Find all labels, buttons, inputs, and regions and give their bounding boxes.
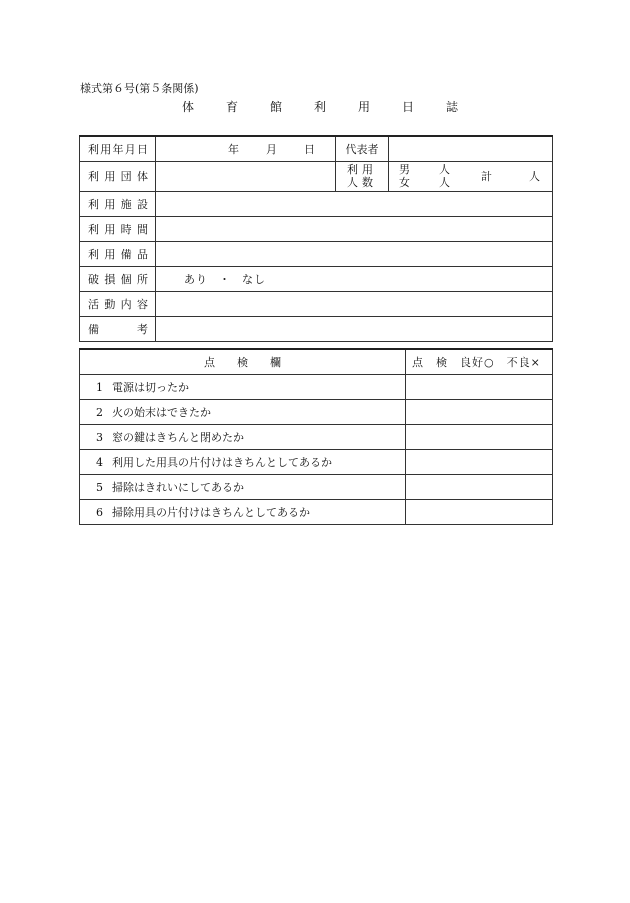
date-row [80, 136, 553, 161]
female-unit: 人 [439, 176, 450, 189]
time-field[interactable] [156, 216, 553, 241]
inspection-item [80, 424, 406, 449]
inspection-row [80, 399, 553, 424]
inspection-item [80, 374, 406, 399]
date-label: 利用年月日 [80, 136, 156, 161]
representative-label: 代表者 [336, 136, 389, 161]
inspection-item [80, 399, 406, 424]
time-row [80, 216, 553, 241]
activity-row [80, 291, 553, 316]
remarks-row [80, 316, 553, 341]
count-label [336, 161, 389, 191]
inspection-item-number: 4 [96, 455, 103, 469]
inspection-item-text: 掃除はきれいにしてあるか [112, 480, 244, 494]
equipment-label: 利用備品 [80, 241, 156, 266]
damage-field[interactable] [156, 266, 553, 291]
facility-row [80, 191, 553, 216]
group-field[interactable] [156, 161, 336, 191]
total-label: 計 [481, 169, 492, 183]
inspection-item-number: 5 [96, 480, 103, 494]
inspection-item-text: 掃除用具の片付けはきちんとしてあるか [112, 505, 310, 519]
facility-field[interactable] [156, 191, 553, 216]
damage-separator: ・ [219, 272, 231, 286]
inspection-item [80, 449, 406, 474]
damage-no-option[interactable]: なし [242, 272, 266, 286]
total-count [481, 170, 540, 183]
document-title: 体 育 館 利 用 日 誌 [181, 100, 468, 114]
damage-yes-option[interactable]: あり [184, 272, 208, 286]
inspection-item [80, 474, 406, 499]
inspection-item-text: 窓の鍵はきちんと閉めたか [112, 430, 244, 444]
count-field[interactable] [389, 161, 553, 191]
inspection-row [80, 424, 553, 449]
inspection-items [80, 374, 553, 524]
inspection-item-text: 電源は切ったか [112, 380, 189, 394]
inspection-item-text: 火の始末はできたか [112, 405, 211, 419]
male-unit: 人 [439, 163, 450, 176]
group-row [80, 161, 553, 191]
inspection-result-cell[interactable] [406, 374, 553, 399]
inspection-header-result: 点 検 良好○ 不良× [406, 349, 553, 374]
inspection-row [80, 374, 553, 399]
inspection-item-number: 3 [96, 430, 103, 444]
time-label: 利用時間 [80, 216, 156, 241]
remarks-field[interactable] [156, 316, 553, 341]
inspection-table [79, 348, 553, 525]
group-label: 利用団体 [80, 161, 156, 191]
activity-field[interactable] [156, 291, 553, 316]
inspection-header-row [80, 349, 553, 374]
inspection-item-text: 利用した用具の片付けはきちんとしてあるか [112, 455, 332, 469]
inspection-row [80, 474, 553, 499]
inspection-result-cell[interactable] [406, 424, 553, 449]
count-label-line2: 人数 [347, 176, 377, 189]
activity-label: 活動内容 [80, 291, 156, 316]
inspection-result-cell[interactable] [406, 499, 553, 524]
inspection-header-title: 点検欄 [80, 349, 406, 374]
inspection-item-number: 6 [96, 505, 103, 519]
inspection-item-number: 2 [96, 405, 103, 419]
month-unit: 月 [266, 142, 277, 156]
date-field[interactable] [156, 136, 336, 161]
form-number: 様式第６号(第５条関係) [80, 82, 199, 95]
damage-label: 破損個所 [80, 266, 156, 291]
inspection-item [80, 499, 406, 524]
usage-info-table [79, 135, 553, 342]
male-label: 男 [399, 163, 410, 176]
representative-field[interactable] [389, 136, 553, 161]
female-label: 女 [399, 176, 410, 189]
inspection-row [80, 499, 553, 524]
damage-row [80, 266, 553, 291]
year-unit: 年 [228, 142, 239, 156]
inspection-row [80, 449, 553, 474]
count-label-line1: 利用 [347, 163, 377, 176]
equipment-row [80, 241, 553, 266]
equipment-field[interactable] [156, 241, 553, 266]
inspection-result-cell[interactable] [406, 449, 553, 474]
remarks-label: 備 考 [80, 316, 156, 341]
inspection-result-cell[interactable] [406, 399, 553, 424]
total-unit: 人 [529, 169, 540, 183]
inspection-item-number: 1 [96, 380, 103, 394]
facility-label: 利用施設 [80, 191, 156, 216]
day-unit: 日 [304, 142, 315, 156]
inspection-result-cell[interactable] [406, 474, 553, 499]
